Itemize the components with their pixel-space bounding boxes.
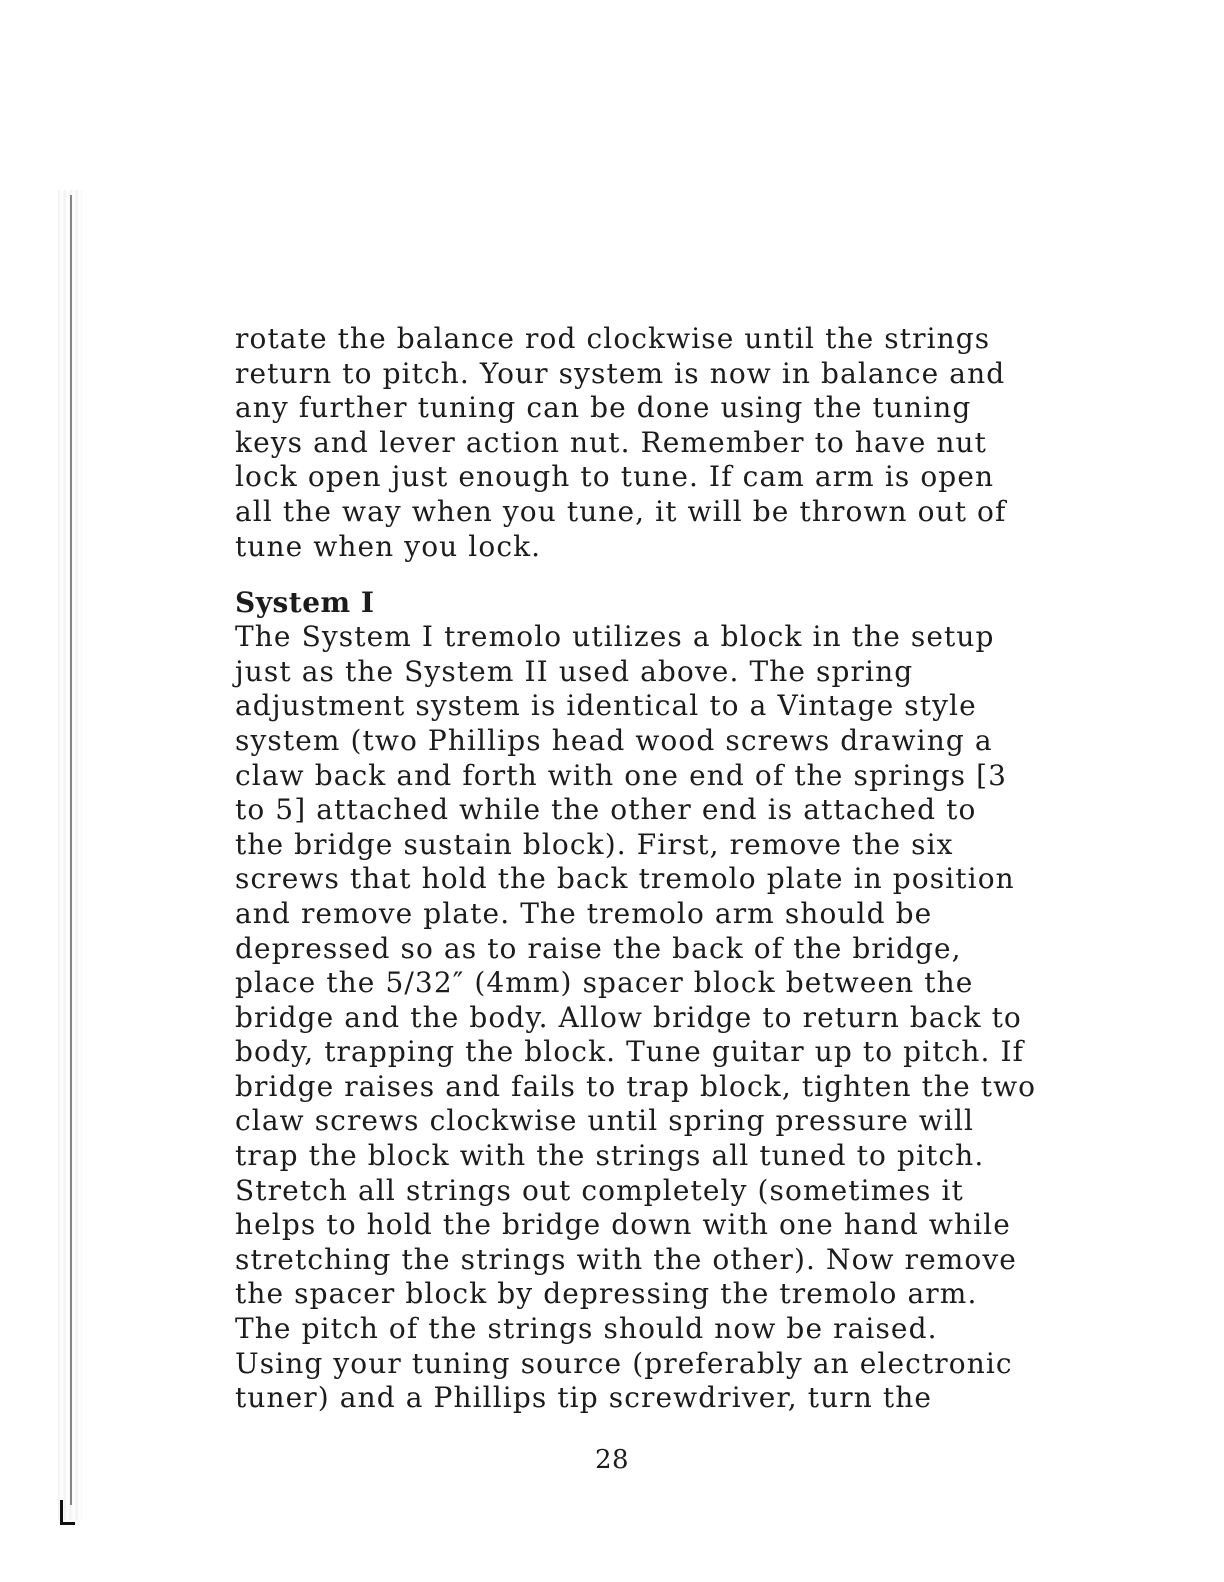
text-line: all the way when you tune, it will be thrown out of xyxy=(235,494,1007,528)
text-line: claw screws clockwise until spring pressure will xyxy=(235,1104,975,1138)
text-line: bridge and the body. Allow bridge to return back to xyxy=(235,1000,1022,1034)
text-line: The System I tremolo utilizes a block in the setup xyxy=(235,620,995,654)
text-line: helps to hold the bridge down with one hand while xyxy=(235,1208,1011,1242)
text-line: rotate the balance rod clockwise until the strings xyxy=(235,322,991,355)
text-line: body, trapping the block. Tune guitar up to pitch. If xyxy=(235,1035,1025,1069)
text-line: tune when you lock. xyxy=(235,529,542,563)
text-line: the bridge sustain block). First, remove the six xyxy=(235,827,954,861)
page-body xyxy=(235,322,1037,1416)
text-line: stretching the strings with the other). Now remove xyxy=(235,1242,1017,1276)
text-line: trap the block with the strings all tuned to pitch. xyxy=(235,1139,985,1173)
text-line: tuner) and a Phillips tip screwdriver, turn the xyxy=(235,1381,933,1415)
text-line: to 5] attached while the other end is attached to xyxy=(235,793,977,827)
text-line: The pitch of the strings should now be raised. xyxy=(235,1312,938,1346)
text-line: Stretch all strings out completely (sometimes it xyxy=(235,1173,964,1207)
text-line: adjustment system is identical to a Vintage style xyxy=(235,689,977,723)
text-line: place the 5/32″ (4mm) spacer block between the xyxy=(235,966,974,1000)
section-heading: System I xyxy=(235,586,375,620)
paragraph-balance xyxy=(235,322,1007,564)
text-line: screws that hold the back tremolo plate in position xyxy=(235,862,1015,896)
corner-mark xyxy=(60,1500,75,1525)
text-line: return to pitch. Your system is now in balance and xyxy=(235,356,1006,390)
text-line: system (two Phillips head wood screws drawing a xyxy=(235,723,993,757)
text-line: keys and lever action nut. Remember to have nut xyxy=(235,425,988,459)
text-line: lock open just enough to tune. If cam arm is open xyxy=(235,460,995,494)
binding-line xyxy=(70,195,72,1505)
text-line: the spacer block by depressing the tremolo arm. xyxy=(235,1277,978,1311)
text-line: Using your tuning source (preferably an electronic xyxy=(235,1346,1013,1380)
text-line: just as the System II used above. The spring xyxy=(235,654,914,688)
paragraph-system-one xyxy=(235,620,1037,1416)
page-number: 28 xyxy=(594,1445,630,1475)
text-line: depressed so as to raise the back of the bridge, xyxy=(235,931,962,965)
text-line: and remove plate. The tremolo arm should be xyxy=(235,896,933,930)
text-line: claw back and forth with one end of the springs [3 xyxy=(235,758,1008,792)
text-line: bridge raises and fails to trap block, tighten the two xyxy=(235,1069,1037,1103)
text-line: any further tuning can be done using the tuning xyxy=(235,391,972,425)
